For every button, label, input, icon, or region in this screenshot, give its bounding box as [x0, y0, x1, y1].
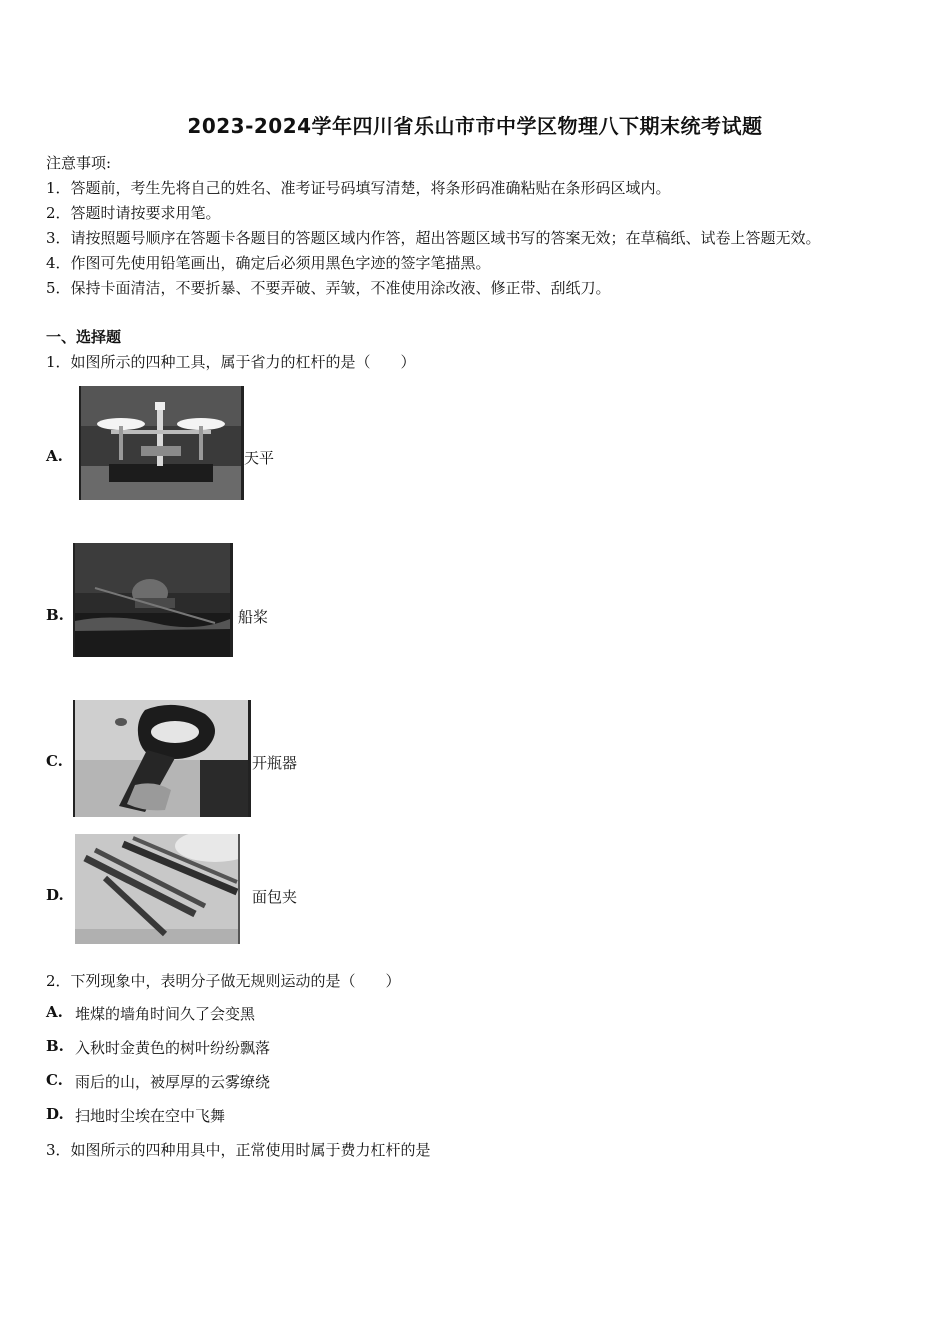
question-1-stem: 1．如图所示的四种工具，属于省力的杠杆的是（ ）: [46, 353, 416, 371]
notice-item-3: 3．请按照题号顺序在答题卡各题目的答题区域内作答，超出答题区域书写的答案无效；在草稿纸、试卷上答题无效。: [46, 229, 821, 247]
q2-option-c-letter: C.: [46, 1071, 63, 1089]
page-title: 2023-2024学年四川省乐山市市中学区物理八下期末统考试题: [187, 114, 763, 138]
q1-option-d-letter: D.: [46, 886, 64, 904]
q2-option-c-text: 雨后的山，被厚厚的云雾缭绕: [75, 1073, 271, 1091]
q1-option-b-label: 船桨: [238, 608, 269, 626]
q2-option-d-letter: D.: [46, 1105, 64, 1123]
notice-item-1: 1．答题前，考生先将自己的姓名、准考证号码填写清楚，将条形码准确粘贴在条形码区域内。: [46, 179, 671, 197]
question-2-stem: 2．下列现象中，表明分子做无规则运动的是（ ）: [46, 972, 401, 990]
q2-option-d-text: 扫地时尘埃在空中飞舞: [75, 1107, 226, 1125]
bottle-opener-image: [73, 700, 251, 817]
bread-tongs-image: [75, 834, 240, 944]
q1-option-d-label: 面包夹: [252, 888, 298, 906]
q1-option-a-letter: A.: [46, 447, 63, 465]
q2-option-b-text: 入秋时金黄色的树叶纷纷飘落: [75, 1039, 271, 1057]
rowing-oar-image: [73, 543, 233, 657]
q2-option-b-letter: B.: [46, 1037, 64, 1055]
q1-option-c-label: 开瓶器: [252, 754, 298, 772]
q1-option-a-label: 天平: [244, 449, 275, 467]
q2-option-a-text: 堆煤的墙角时间久了会变黑: [75, 1005, 256, 1023]
notice-item-4: 4．作图可先使用铅笔画出，确定后必须用黑色字迹的签字笔描黑。: [46, 254, 491, 272]
notice-item-5: 5．保持卡面清洁，不要折暴、不要弄破、弄皱，不准使用涂改液、修正带、刮纸刀。: [46, 279, 611, 297]
notice-heading: 注意事项:: [46, 154, 112, 172]
notice-item-2: 2．答题时请按要求用笔。: [46, 204, 221, 222]
q1-option-c-letter: C.: [46, 752, 63, 770]
balance-scale-image: [79, 386, 244, 500]
section-heading: 一、选择题: [46, 328, 122, 346]
question-3-stem: 3．如图所示的四种用具中，正常使用时属于费力杠杆的是: [46, 1141, 431, 1159]
q1-option-b-letter: B.: [46, 606, 64, 624]
q2-option-a-letter: A.: [46, 1003, 63, 1021]
